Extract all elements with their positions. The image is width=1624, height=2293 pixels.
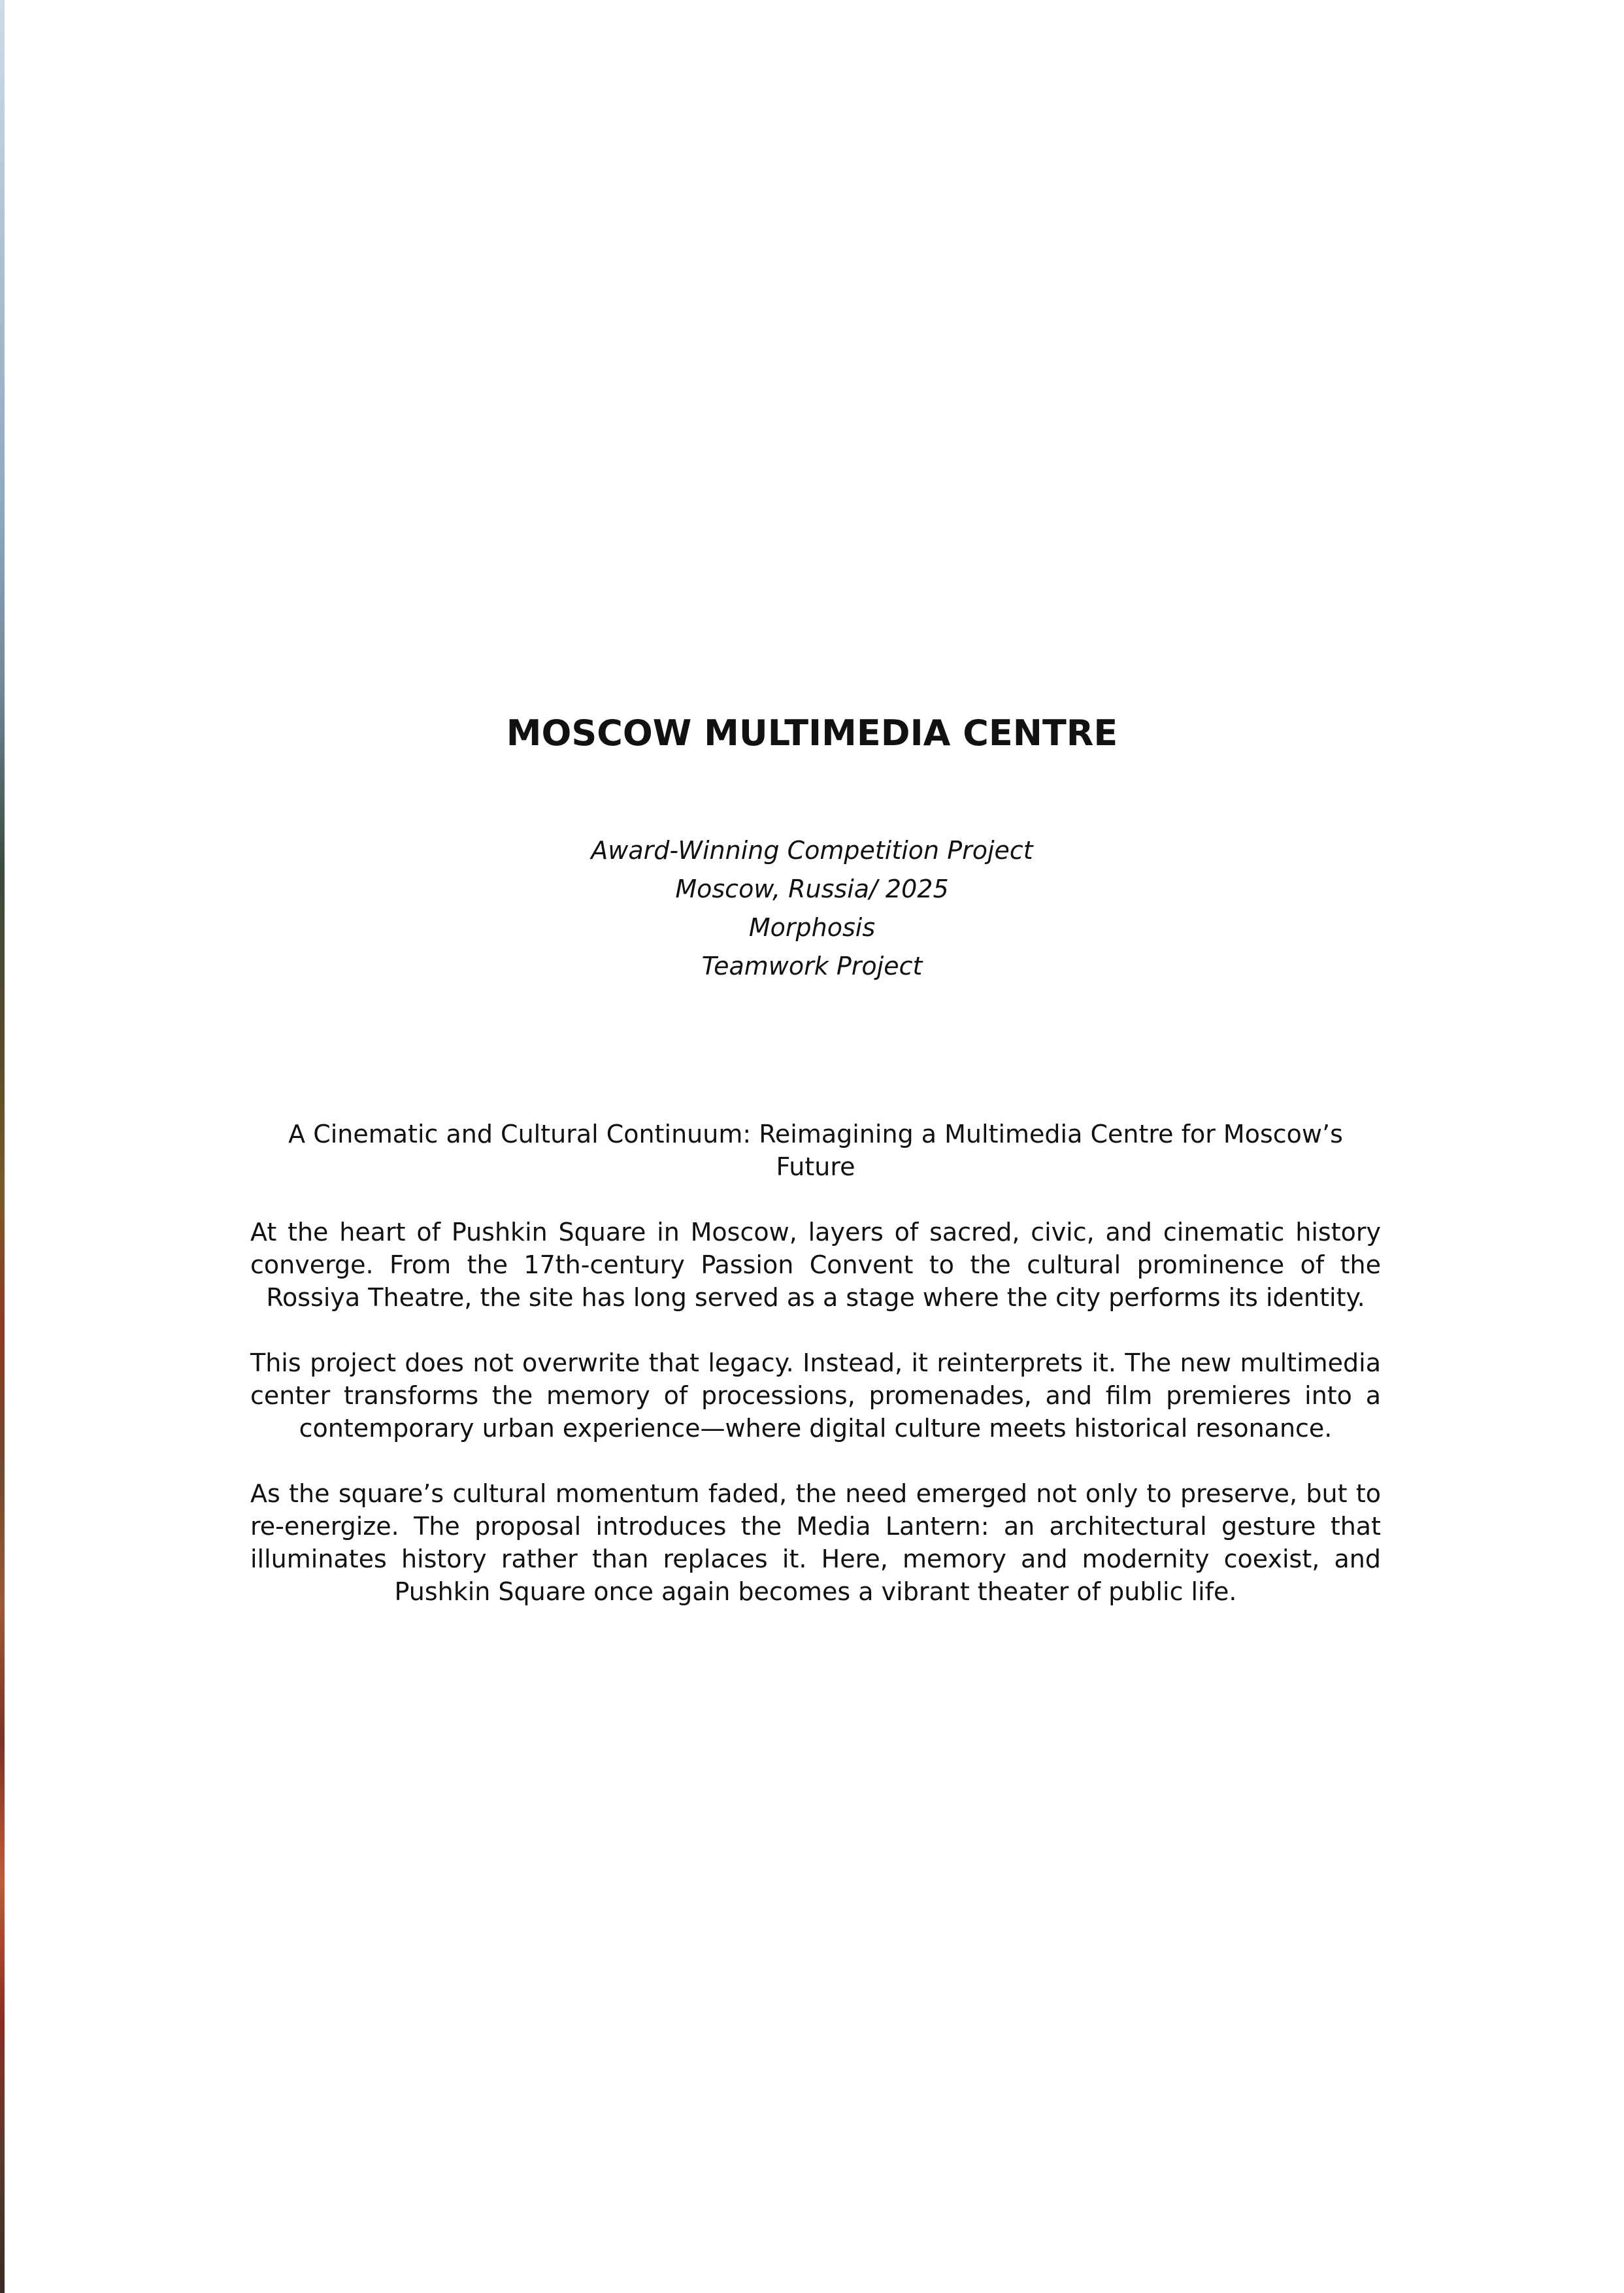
project-meta: [0, 831, 1624, 986]
description-paragraph-2: This project does not overwrite that legacy. Instead, it reinterprets it. The new multimedia center transforms the memory of processions, promenades, and film premieres into a contemporary urban experience—where digital culture meets historical resonance.: [250, 1348, 1381, 1443]
project-description: [250, 1118, 1381, 1641]
description-paragraph-1: At the heart of Pushkin Square in Moscow, layers of sacred, civic, and cinematic history converge. From the 17th-century Passion Convent to the cultural prominence of the Rossiya Theatre, the site has long served as a stage where the city performs its identity.: [250, 1218, 1381, 1312]
description-heading: A Cinematic and Cultural Continuum: Reimagining a Multimedia Centre for Moscow’s Future: [288, 1120, 1343, 1181]
meta-project-type: Teamwork Project: [701, 952, 923, 980]
left-edge-photo-strip: [0, 0, 5, 2293]
meta-award: Award-Winning Competition Project: [591, 836, 1033, 865]
meta-location-year: Moscow, Russia/ 2025: [675, 875, 949, 903]
page-title: MOSCOW MULTIMEDIA CENTRE: [506, 712, 1118, 754]
meta-office: Morphosis: [748, 913, 876, 942]
description-paragraph-3: As the square’s cultural momentum faded, the need emerged not only to preserve, but to re-energize. The proposal introduces the Media Lantern: an architectural gesture that illuminates history rather than replaces it. Here, memory and modernity coexist, and Pushkin Square once again becomes a vibrant theater of public life.: [250, 1479, 1381, 1606]
